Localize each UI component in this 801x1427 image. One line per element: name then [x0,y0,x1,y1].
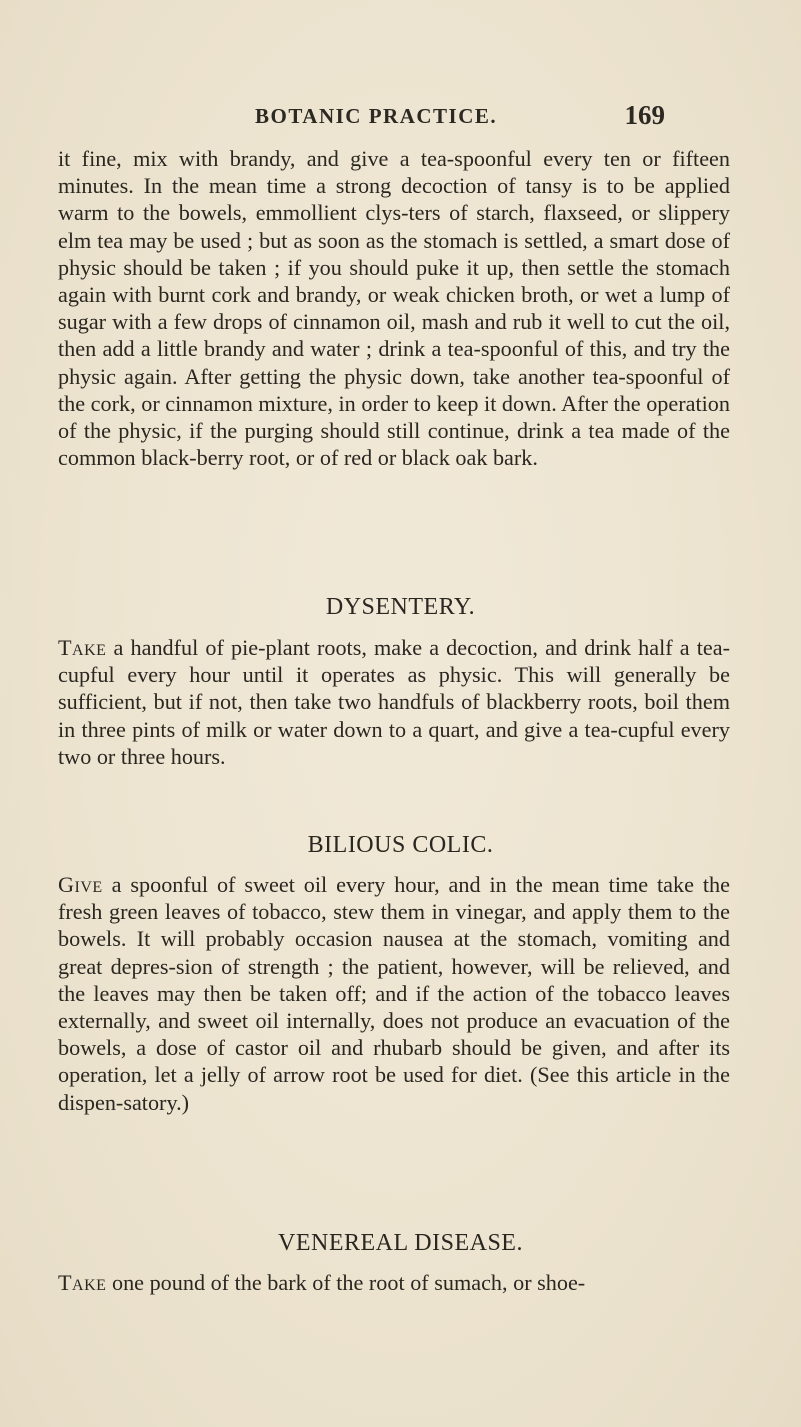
dysentery-text: a handful of pie-plant roots, make a decoction, and drink half a tea-cupful every hour until it operates as physic. This will generally be sufficient, but if not, then take two handfuls of blackberry roots, boil them in three pints of milk or water down to a quart, and give a tea-cupful every two or three hours. [58,635,730,769]
dysentery-paragraph [58,634,730,770]
intro-paragraph-block [58,145,730,471]
bilious-colic-lead-word: Give [58,872,103,897]
venereal-paragraph-block [58,1269,730,1296]
page-number: 169 [624,100,665,130]
bilious-colic-paragraph-block [58,871,730,1116]
bilious-colic-text: a spoonful of sweet oil every hour, and in the mean time take the fresh green leaves of tobacco, stew them in vinegar, and apply them to the bowels. It will probably occasion nausea at the stomach, vomiting and great depres-sion of strength ; the patient, however, will be relieved, and the leaves may then be taken off; and if the action of the tobacco leaves externally, and sweet oil internally, does not produce an evacuation of the bowels, a dose of castor oil and rhubarb should be given, and after its operation, let a jelly of arrow root be used for diet. (See this article in the dispen-satory.) [58,872,730,1115]
heading-dysentery: DYSENTERY. [325,594,476,620]
heading-bilious-colic: BILIOUS COLIC. [307,832,494,858]
heading-venereal-disease: VENEREAL DISEASE. [278,1230,523,1256]
intro-paragraph: it fine, mix with brandy, and give a tea-spoonful every ten or fifteen minutes. In the mean time a strong decoction of tansy is to be applied warm to the bowels, emmollient clys-ters of starch, flaxseed, or slippery elm tea may be used ; but as soon as the stomach is settled, a smart dose of physic should be taken ; if you should puke it up, then settle the stomach again with burnt cork and brandy, or weak chicken broth, or wet a lump of sugar with a few drops of cinnamon oil, mash and rub it well to cut the oil, then add a little brandy and water ; drink a tea-spoonful of this, and try the physic again. After getting the physic down, take another tea-spoonful of the cork, or cinnamon mixture, in order to keep it down. After the operation of the physic, if the purging should still continue, drink a tea made of the common black-berry root, or of red or black oak bark. [58,146,730,471]
venereal-paragraph [58,1269,730,1296]
running-title: BOTANIC PRACTICE. [255,104,498,128]
running-header [255,100,665,136]
bilious-colic-paragraph [58,871,730,1116]
dysentery-lead-word: Take [58,635,107,660]
venereal-text: one pound of the bark of the root of sumach, or shoe- [106,1270,586,1295]
venereal-lead-word: Take [58,1270,107,1295]
dysentery-paragraph-block [58,634,730,770]
